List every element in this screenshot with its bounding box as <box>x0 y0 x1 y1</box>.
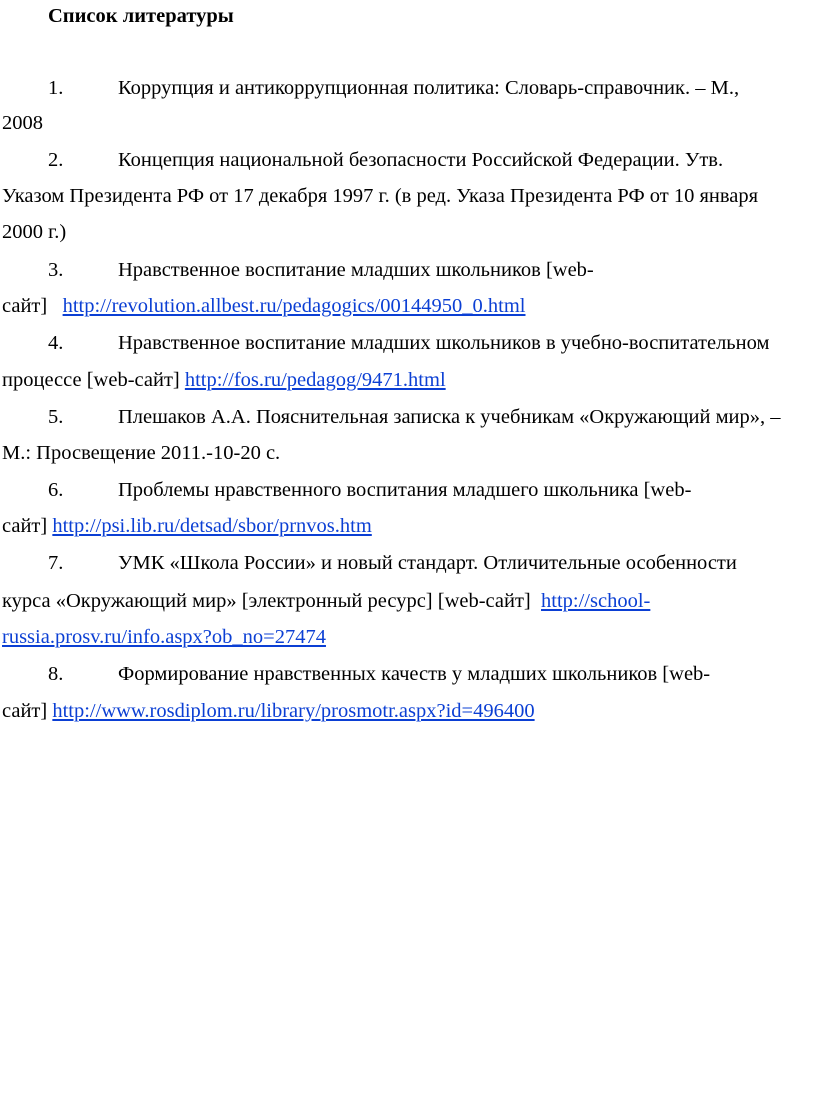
list-item-number: 8. <box>48 663 64 685</box>
list-item-text <box>2 368 446 392</box>
list-item-text <box>2 514 372 538</box>
list-item-text: сайт] <box>2 515 48 537</box>
list-item-number: 2. <box>48 149 64 171</box>
reference-link[interactable]: http://school- <box>541 590 651 612</box>
list-item-text: сайт] <box>2 700 48 722</box>
list-item-text: Коррупция и антикоррупционная политика: Словарь-справочник. – М., <box>118 77 740 99</box>
list-item-text <box>2 699 535 723</box>
list-item-number: 3. <box>48 259 64 281</box>
reference-link[interactable]: http://psi.lib.ru/detsad/sbor/prnvos.htm <box>52 515 372 537</box>
list-item-text: Нравственное воспитание младших школьников в учебно-воспитательном <box>118 332 770 354</box>
list-item-text <box>2 589 650 613</box>
list-item-text: курса «Окружающий мир» [электронный ресурс] [web-сайт] <box>2 590 531 612</box>
list-item-text: УМК «Школа России» и новый стандарт. Отличительные особенности <box>118 552 737 574</box>
list-item-number: 7. <box>48 552 64 574</box>
list-item-text: Концепция национальной безопасности Российской Федерации. Утв. <box>118 149 724 171</box>
reference-link[interactable]: russia.prosv.ru/info.aspx?ob_no=27474 <box>2 626 326 648</box>
list-item-text: сайт] <box>2 295 48 317</box>
list-item-number: 6. <box>48 479 64 501</box>
page-title: Список литературы <box>48 5 234 27</box>
list-item-text <box>2 625 326 649</box>
list-item-number: 4. <box>48 332 64 354</box>
list-item-text: 2000 г.) <box>2 221 67 243</box>
reference-link[interactable]: http://fos.ru/pedagog/9471.html <box>184 369 446 391</box>
list-item-text: Проблемы нравственного воспитания младшего школьника [web- <box>118 479 692 501</box>
list-item-text: Указом Президента РФ от 17 декабря 1997 г. (в ред. Указа Президента РФ от 10 января <box>2 185 759 207</box>
list-item-text: Плешаков А.А. Пояснительная записка к учебникам «Окружающий мир», – <box>118 406 781 428</box>
list-item-text: Нравственное воспитание младших школьников [web- <box>118 259 594 281</box>
reference-link[interactable]: http://www.rosdiplom.ru/library/prosmotr.aspx?id=496400 <box>52 700 535 722</box>
list-item-number: 5. <box>48 406 64 428</box>
list-item-text: 2008 <box>2 112 43 134</box>
list-item-number: 1. <box>48 77 64 99</box>
list-item-text: М.: Просвещение 2011.-10-20 с. <box>2 442 281 464</box>
reference-link[interactable]: http://revolution.allbest.ru/pedagogics/00144950_0.html <box>62 295 526 317</box>
list-item-text: процессе [web-сайт] <box>2 369 180 391</box>
list-item-text: Формирование нравственных качеств у младших школьников [web- <box>118 663 711 685</box>
list-item-text <box>2 294 526 318</box>
